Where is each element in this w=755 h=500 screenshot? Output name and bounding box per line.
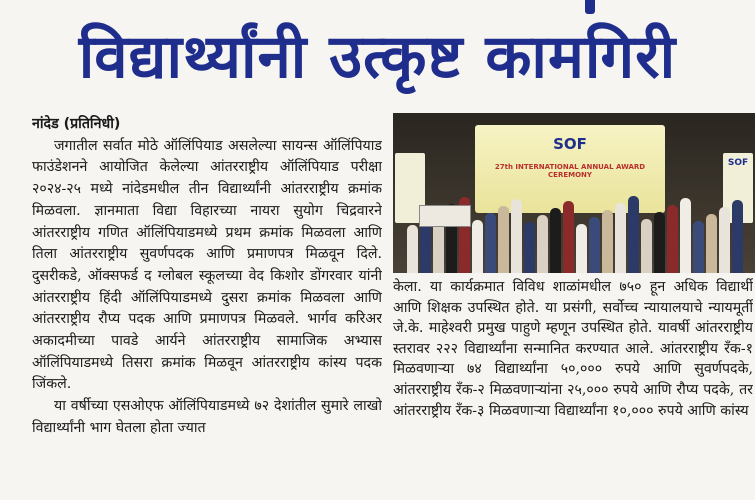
award-recipients-group <box>401 181 751 273</box>
person-figure <box>693 221 704 273</box>
award-ceremony-photo <box>393 113 755 273</box>
headline: विद्यार्थ्यांनी उत्कृष्ट कामगिरी <box>78 22 677 92</box>
article-paragraph-1-text: जगातील सर्वात मोठे ऑलिंपियाड असलेल्या सायन्स ऑलिंपियाड फाउंडेशनने आयोजित केलेल्या आंतरराष्ट्रीय ऑलिंपियाड परीक्षा २०२४-२५ मध्ये नांदेडमधील तीन विद्यार्थ्यांनी आंतरराष्ट्रीय क्रमांक मिळवला. ज्ञानमाता विद्या विहारच्या नायरा सुयोग चिद्रवारने आंतरराष्ट्रीय गणित ऑलिंपियाडमध्ये प्रथम क्रमांक मिळवला आणि तिला आंतरराष्ट्रीय सुवर्णपदक आणि प्रमाणपत्र मिळवून दिले. दुसरीकडे, ऑक्सफर्ड द ग्लोबल स्कूलच्या वेद किशोर डोंगरवार यांनी आंतरराष्ट्रीय हिंदी ऑलिंपियाडमध्ये दुसरा क्रमांक मिळवला आणि आंतरराष्ट्रीय रौप्य पदक आणि प्रमाणपत्र मिळवले. भार्गव करिअर अकादमीच्या पावडे आर्यने आंतरराष्ट्रीय सामाजिक अभ्यास ऑलिंपियाडमध्ये तिसरा क्रमांक मिळवून आंतरराष्ट्रीय कांस्य पदक जिंकले. <box>32 137 382 393</box>
article-left-column <box>32 114 382 500</box>
person-figure <box>667 205 678 273</box>
dateline: नांदेड (प्रतिनिधी) <box>32 116 121 132</box>
person-figure <box>537 215 548 273</box>
person-figure <box>719 207 730 273</box>
person-figure <box>472 220 483 273</box>
person-figure <box>732 200 743 273</box>
stage-logo: SOF <box>553 135 587 153</box>
person-figure <box>407 225 418 273</box>
article-right-column <box>393 277 753 500</box>
person-figure <box>589 217 600 273</box>
article-paragraph-1 <box>32 114 382 396</box>
person-figure <box>615 203 626 273</box>
stage-banner-text: 27th INTERNATIONAL ANNUAL AWARD CEREMONY <box>494 163 646 179</box>
award-cheque <box>419 205 471 227</box>
person-figure <box>498 206 509 273</box>
person-figure <box>706 214 717 273</box>
person-figure <box>563 201 574 273</box>
article-paragraph-3: केला. या कार्यक्रमात विविध शाळांमधील ७५० हून अधिक विद्यार्थी आणि शिक्षक उपस्थित होते. या प्रसंगी, सर्वोच्च न्यायालयाचे न्यायमूर्ती जे.के. माहेश्वरी प्रमुख पाहुणे म्हणून उपस्थित होते. यावर्षी आंतरराष्ट्रीय स्तरावर २२२ विद्यार्थ्यांना सन्मानित करण्यात आले. आंतरराष्ट्रीय रँक-१ मिळवणाऱ्या ७४ विद्यार्थ्यांना ५०,००० रुपये आणि सुवर्णपदके, आंतरराष्ट्रीय रँक-२ मिळवणाऱ्यांना २५,००० रुपये आणि रौप्य पदके, तर आंतरराष्ट्रीय रँक-३ मिळवणाऱ्या विद्यार्थ्यांना १०,००० रुपये आणि कांस्य <box>393 279 753 419</box>
person-figure <box>511 199 522 273</box>
person-figure <box>628 196 639 273</box>
person-figure <box>485 213 496 273</box>
article-paragraph-2: या वर्षीच्या एसओएफ ऑलिंपियाडमध्ये ७२ देशांतील सुमारे लाखो विद्यार्थ्यांनी भाग घेतला होता ज्यात <box>32 398 382 436</box>
side-banner-logo: SOF <box>727 158 749 168</box>
person-figure <box>524 222 535 273</box>
person-figure <box>641 219 652 273</box>
person-figure <box>602 210 613 273</box>
person-figure <box>550 208 561 273</box>
person-figure <box>576 224 587 273</box>
person-figure <box>680 198 691 273</box>
person-figure <box>654 212 665 273</box>
